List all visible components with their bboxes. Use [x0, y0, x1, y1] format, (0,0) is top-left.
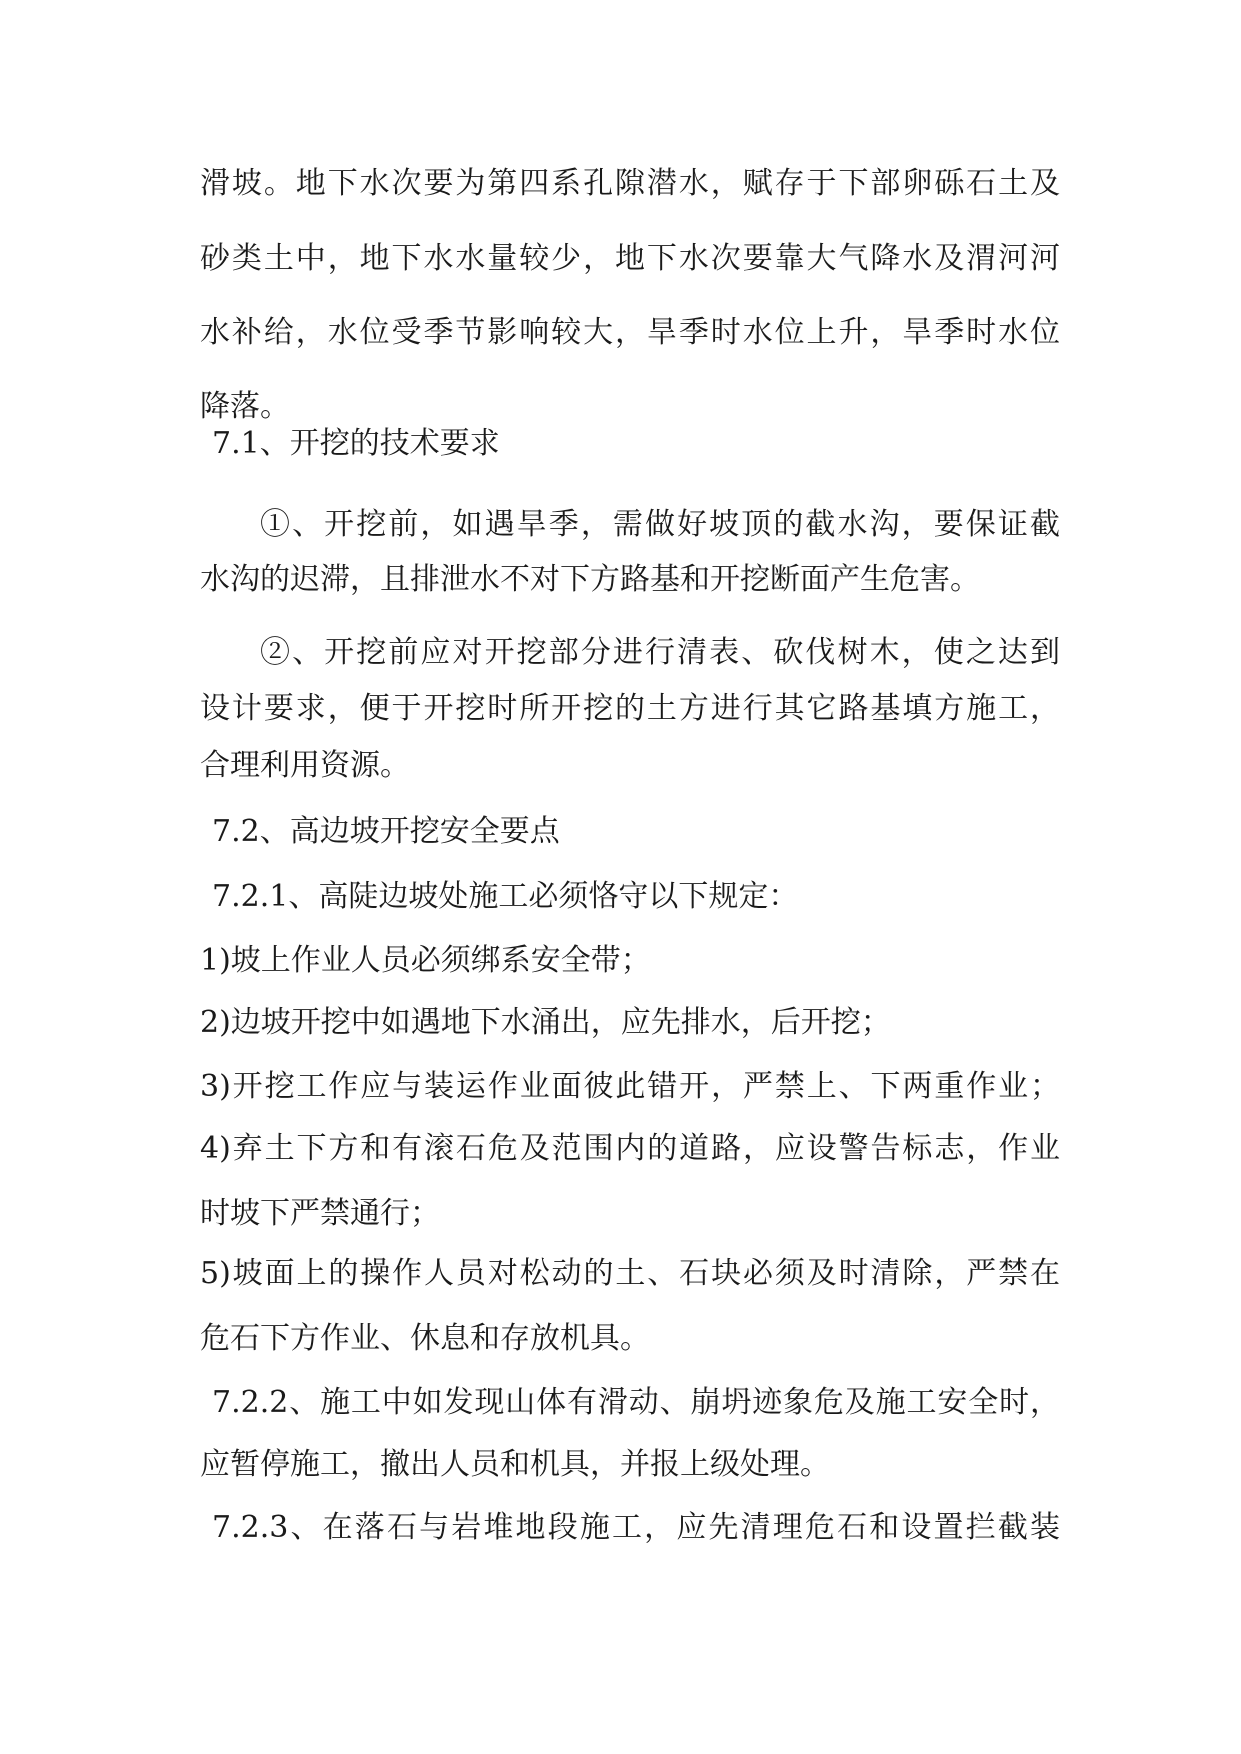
body-text-line: 砂类土中，地下水水量较少，地下水次要靠大气降水及渭河河 — [200, 241, 1060, 276]
body-text-line: ①、开挖前，如遇旱季，需做好坡顶的截水沟，要保证截 — [260, 507, 1060, 542]
body-text-line: 应暂停施工，撤出人员和机具，并报上级处理。 — [200, 1447, 830, 1482]
section-heading: 7.2、高边坡开挖安全要点 — [212, 814, 560, 849]
body-text-line: 合理利用资源。 — [200, 748, 410, 783]
list-item: 2)边坡开挖中如遇地下水涌出，应先排水，后开挖； — [200, 1005, 891, 1040]
list-item: 3)开挖工作应与装运作业面彼此错开，严禁上、下两重作业； — [200, 1069, 1060, 1104]
section-heading: 7.1、开挖的技术要求 — [212, 426, 500, 461]
list-item: 4)弃土下方和有滚石危及范围内的道路，应设警告标志，作业 — [200, 1131, 1060, 1166]
list-item-continuation: 时坡下严禁通行； — [200, 1196, 440, 1231]
body-text-line: 设计要求，便于开挖时所开挖的土方进行其它路基填方施工， — [200, 691, 1060, 726]
body-text-line: 水补给，水位受季节影响较大，旱季时水位上升，旱季时水位 — [200, 315, 1060, 350]
subsection-heading: 7.2.1、高陡边坡处施工必须恪守以下规定： — [212, 879, 799, 914]
body-text-line: 降落。 — [200, 389, 290, 424]
list-item: 1)坡上作业人员必须绑系安全带； — [200, 943, 651, 978]
list-item: 5)坡面上的操作人员对松动的土、石块必须及时清除，严禁在 — [200, 1256, 1060, 1291]
list-item-continuation: 危石下方作业、休息和存放机具。 — [200, 1321, 650, 1356]
body-text-line: 滑坡。地下水次要为第四系孔隙潜水，赋存于下部卵砾石土及 — [200, 166, 1060, 201]
body-text-line: 水沟的迟滞，且排泄水不对下方路基和开挖断面产生危害。 — [200, 562, 980, 597]
body-text-line: ②、开挖前应对开挖部分进行清表、砍伐树木，使之达到 — [260, 635, 1060, 670]
subsection-paragraph: 7.2.2、施工中如发现山体有滑动、崩坍迹象危及施工安全时， — [212, 1385, 1060, 1420]
subsection-paragraph: 7.2.3、在落石与岩堆地段施工，应先清理危石和设置拦截装 — [212, 1510, 1060, 1545]
